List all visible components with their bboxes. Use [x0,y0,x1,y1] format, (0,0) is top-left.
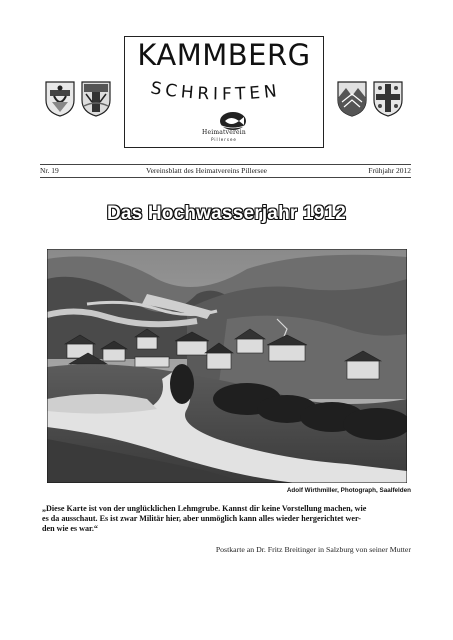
quote-line: den wie es war.“ [42,524,98,533]
rule-bottom [40,177,411,178]
coat-of-arms-icon-right-2 [372,80,404,118]
rule-top [40,164,411,165]
masthead-subtitle-text: SCHRIFTEN [149,78,282,105]
article-headline: Das Hochwasserjahr 1912 [106,203,347,224]
masthead-location: Pillersee [211,137,237,142]
quote-line: es da ausschaut. Es ist zwar Militär hier, aber unmöglich kann alles wieder hergerichtet wer- [42,514,361,523]
masthead-organization: Heimatverein [202,129,246,136]
quote-line: „Diese Karte ist von der unglücklichen Lehmgrube. Kannst dir keine Vorstellung machen, wie [42,504,367,513]
article-quote [42,504,414,534]
coat-of-arms-icon-right-1 [336,80,368,118]
masthead [124,36,324,148]
issue-description: Vereinsblatt des Heimatvereins Pillersee [146,166,268,175]
issue-number: Nr. 19 [40,166,59,175]
photo-credit: Adolf Wirthmiller, Photograph, Saalfelden [286,487,411,494]
coat-of-arms-icon-left-2 [80,80,112,118]
fish-emblem-icon [219,111,247,131]
flood-photograph [47,249,407,483]
masthead-subtitle [145,77,315,107]
masthead-title: KAMMBERG [137,38,311,72]
coat-of-arms-icon-left-1 [44,80,76,118]
issue-season: Frühjahr 2012 [368,166,411,175]
quote-source: Postkarte an Dr. Fritz Breitinger in Salzburg von seiner Mutter [215,545,411,554]
svg-text:SCHRIFTEN [149,78,281,104]
